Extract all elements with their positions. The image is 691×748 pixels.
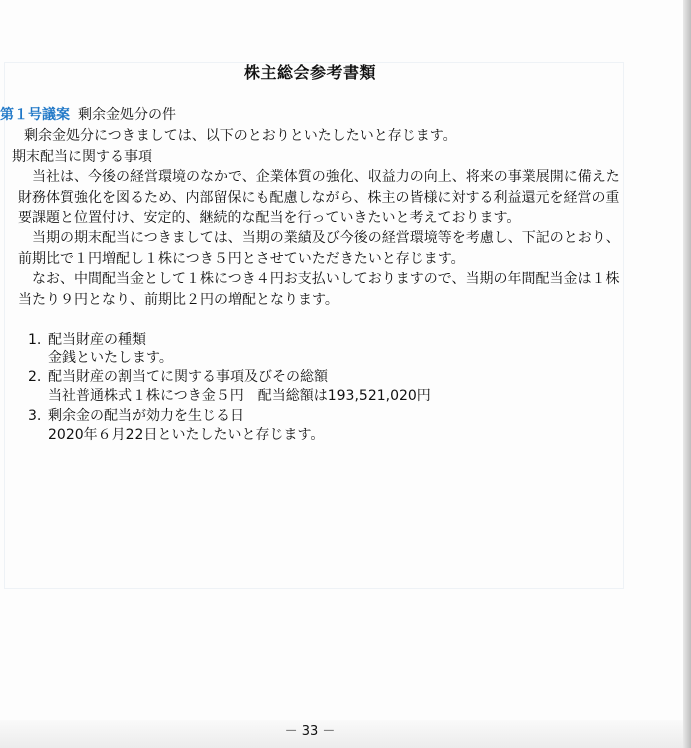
intro-text: 剰余金処分につきましては、以下のとおりといたしたいと存じます。 <box>24 128 457 144</box>
item-1-number: 1. <box>28 332 42 348</box>
page-number: － 33 － <box>284 724 336 739</box>
item-2-label: 配当財産の割当てに関する事項及びその総額 <box>48 369 328 385</box>
para1-line2: 財務体質強化を図るため、内部留保にも配慮しながら、株主の皆様に対する利益還元を経営の重 <box>18 190 620 206</box>
item-2-number: 2. <box>28 369 42 385</box>
para3-line1: なお、中間配当金として１株につき４円お支払いしておりますので、当期の年間配当金は１株 <box>32 271 620 287</box>
page-edge <box>683 0 691 748</box>
page-title: 株主総会参考書類 <box>243 63 376 82</box>
agenda-number: 第１号議案 <box>0 107 70 123</box>
item-3-label: 剰余金の配当が効力を生じる日 <box>48 408 244 424</box>
item-1-detail: 金銭といたします。 <box>48 350 173 366</box>
item-2-detail-b: 配当総額は193,521,020円 <box>257 388 431 404</box>
item-3-number: 3. <box>28 408 42 424</box>
section-heading: 期末配当に関する事項 <box>12 149 152 165</box>
para2-line2: 前期比で１円増配し１株につき５円とさせていただきたいと存じます。 <box>18 251 465 267</box>
para3-line2: 当たり９円となり、前期比２円の増配となります。 <box>18 292 339 308</box>
agenda-title: 剰余金処分の件 <box>78 107 176 123</box>
item-1-label: 配当財産の種類 <box>48 332 146 348</box>
item-2-detail-a: 当社普通株式１株につき金５円 <box>48 388 244 404</box>
para2-line1: 当期の期末配当につきましては、当期の業績及び今後の経営環境等を考慮し、下記のとおり、 <box>32 230 620 246</box>
item-3-detail: 2020年６月22日といたしたいと存じます。 <box>48 427 325 443</box>
para1-line3: 要課題と位置付け、安定的、継続的な配当を行っていきたいと考えております。 <box>18 210 521 226</box>
para1-line1: 当社は、今後の経営環境のなかで、企業体質の強化、収益力の向上、将来の事業展開に備えた <box>32 169 620 185</box>
